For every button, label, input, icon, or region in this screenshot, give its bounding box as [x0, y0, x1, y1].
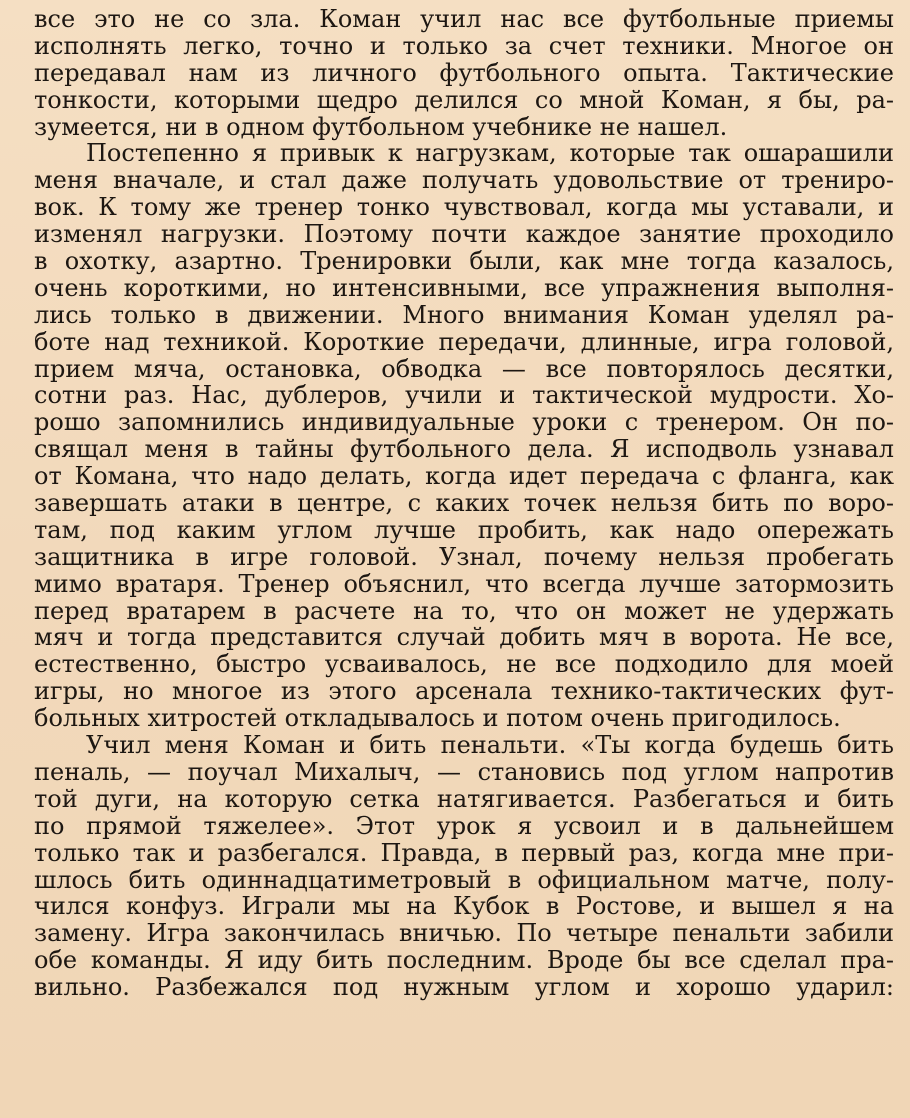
text-line: исполнять легко, точно и только за счет техники. Многое он — [34, 31, 894, 60]
text-line: защитника в игре головой. Узнал, почему нельзя пробегать — [34, 542, 894, 571]
text-line: перед вратарем в расчете на то, что он может не удержать — [34, 596, 894, 625]
text-line: в охотку, азартно. Тренировки были, как мне тогда казалось, — [34, 247, 894, 276]
text-line: больных хитростей откладывалось и потом очень пригодилось. — [34, 704, 841, 733]
text-line: завершать атаки в центре, с каких точек нельзя бить по воро- — [34, 489, 894, 518]
text-line: замену. Игра закончилась вничью. По четыре пенальти забили — [34, 919, 894, 948]
text-line: все это не со зла. Коман учил нас все футбольные приемы — [34, 5, 894, 33]
text-line: Учил меня Коман и бить пенальти. «Ты когда будешь бить — [86, 731, 894, 760]
text-line: боте над техникой. Короткие передачи, длинные, игра головой, — [34, 327, 894, 356]
text-line: изменял нагрузки. Поэтому почти каждое занятие проходило — [34, 220, 894, 249]
text-line: прием мяча, остановка, обводка — все повторялось десятки, — [34, 354, 894, 383]
text-line: по прямой тяжелее». Этот урок я усвоил и в дальнейшем — [34, 811, 894, 840]
text-line: свящал меня в тайны футбольного дела. Я исподволь узнавал — [34, 435, 894, 464]
text-line: мимо вратаря. Тренер объяснил, что всегда лучше затормозить — [34, 569, 894, 598]
text-line: мяч и тогда представится случай добить мяч в ворота. Не все, — [34, 623, 894, 652]
text-line: тонкости, которыми щедро делился со мной Коман, я бы, ра- — [34, 85, 894, 114]
text-line: вок. К тому же тренер тонко чувствовал, когда мы уставали, и — [34, 193, 894, 222]
text-line: той дуги, на которую сетка натягивается. Разбегаться и бить — [34, 784, 894, 813]
text-line: от Комана, что надо делать, когда идет передача с фланга, как — [34, 462, 894, 491]
text-line: очень короткими, но интенсивными, все упражнения выполня- — [34, 273, 894, 302]
text-line: вильно. Разбежался под нужным углом и хорошо ударил: — [34, 973, 894, 1002]
text-line: лись только в движении. Много внимания Коман уделял ра- — [34, 300, 894, 329]
text-line: передавал нам из личного футбольного опыта. Тактические — [34, 58, 894, 87]
text-line: Постепенно я привык к нагрузкам, которые так ошарашили — [86, 139, 894, 168]
text-line: сотни раз. Нас, дублеров, учили и тактической мудрости. Хо- — [34, 381, 894, 410]
text-line: пеналь, — поучал Михалыч, — становись под углом напротив — [34, 757, 894, 786]
text-line: там, под каким углом лучше пробить, как надо опережать — [34, 515, 894, 544]
text-line: только так и разбегался. Правда, в первый раз, когда мне при- — [34, 838, 894, 867]
text-line: меня вначале, и стал даже получать удовольствие от трениро- — [34, 166, 894, 195]
text-line: шлось бить одиннадцатиметровый в официальном матче, полу- — [34, 865, 894, 894]
text-line: обе команды. Я иду бить последним. Вроде бы все сделал пра- — [34, 946, 894, 975]
text-line: чился конфуз. Играли мы на Кубок в Ростове, и вышел я на — [34, 892, 894, 921]
body-text — [34, 6, 894, 1001]
text-line: зумеется, ни в одном футбольном учебнике не нашел. — [34, 112, 728, 141]
text-line: рошо запомнились индивидуальные уроки с тренером. Он по- — [34, 408, 894, 437]
text-line: игры, но многое из этого арсенала технико-тактических фут- — [34, 677, 894, 706]
text-line: естественно, быстро усваивалось, не все подходило для моей — [34, 650, 894, 679]
